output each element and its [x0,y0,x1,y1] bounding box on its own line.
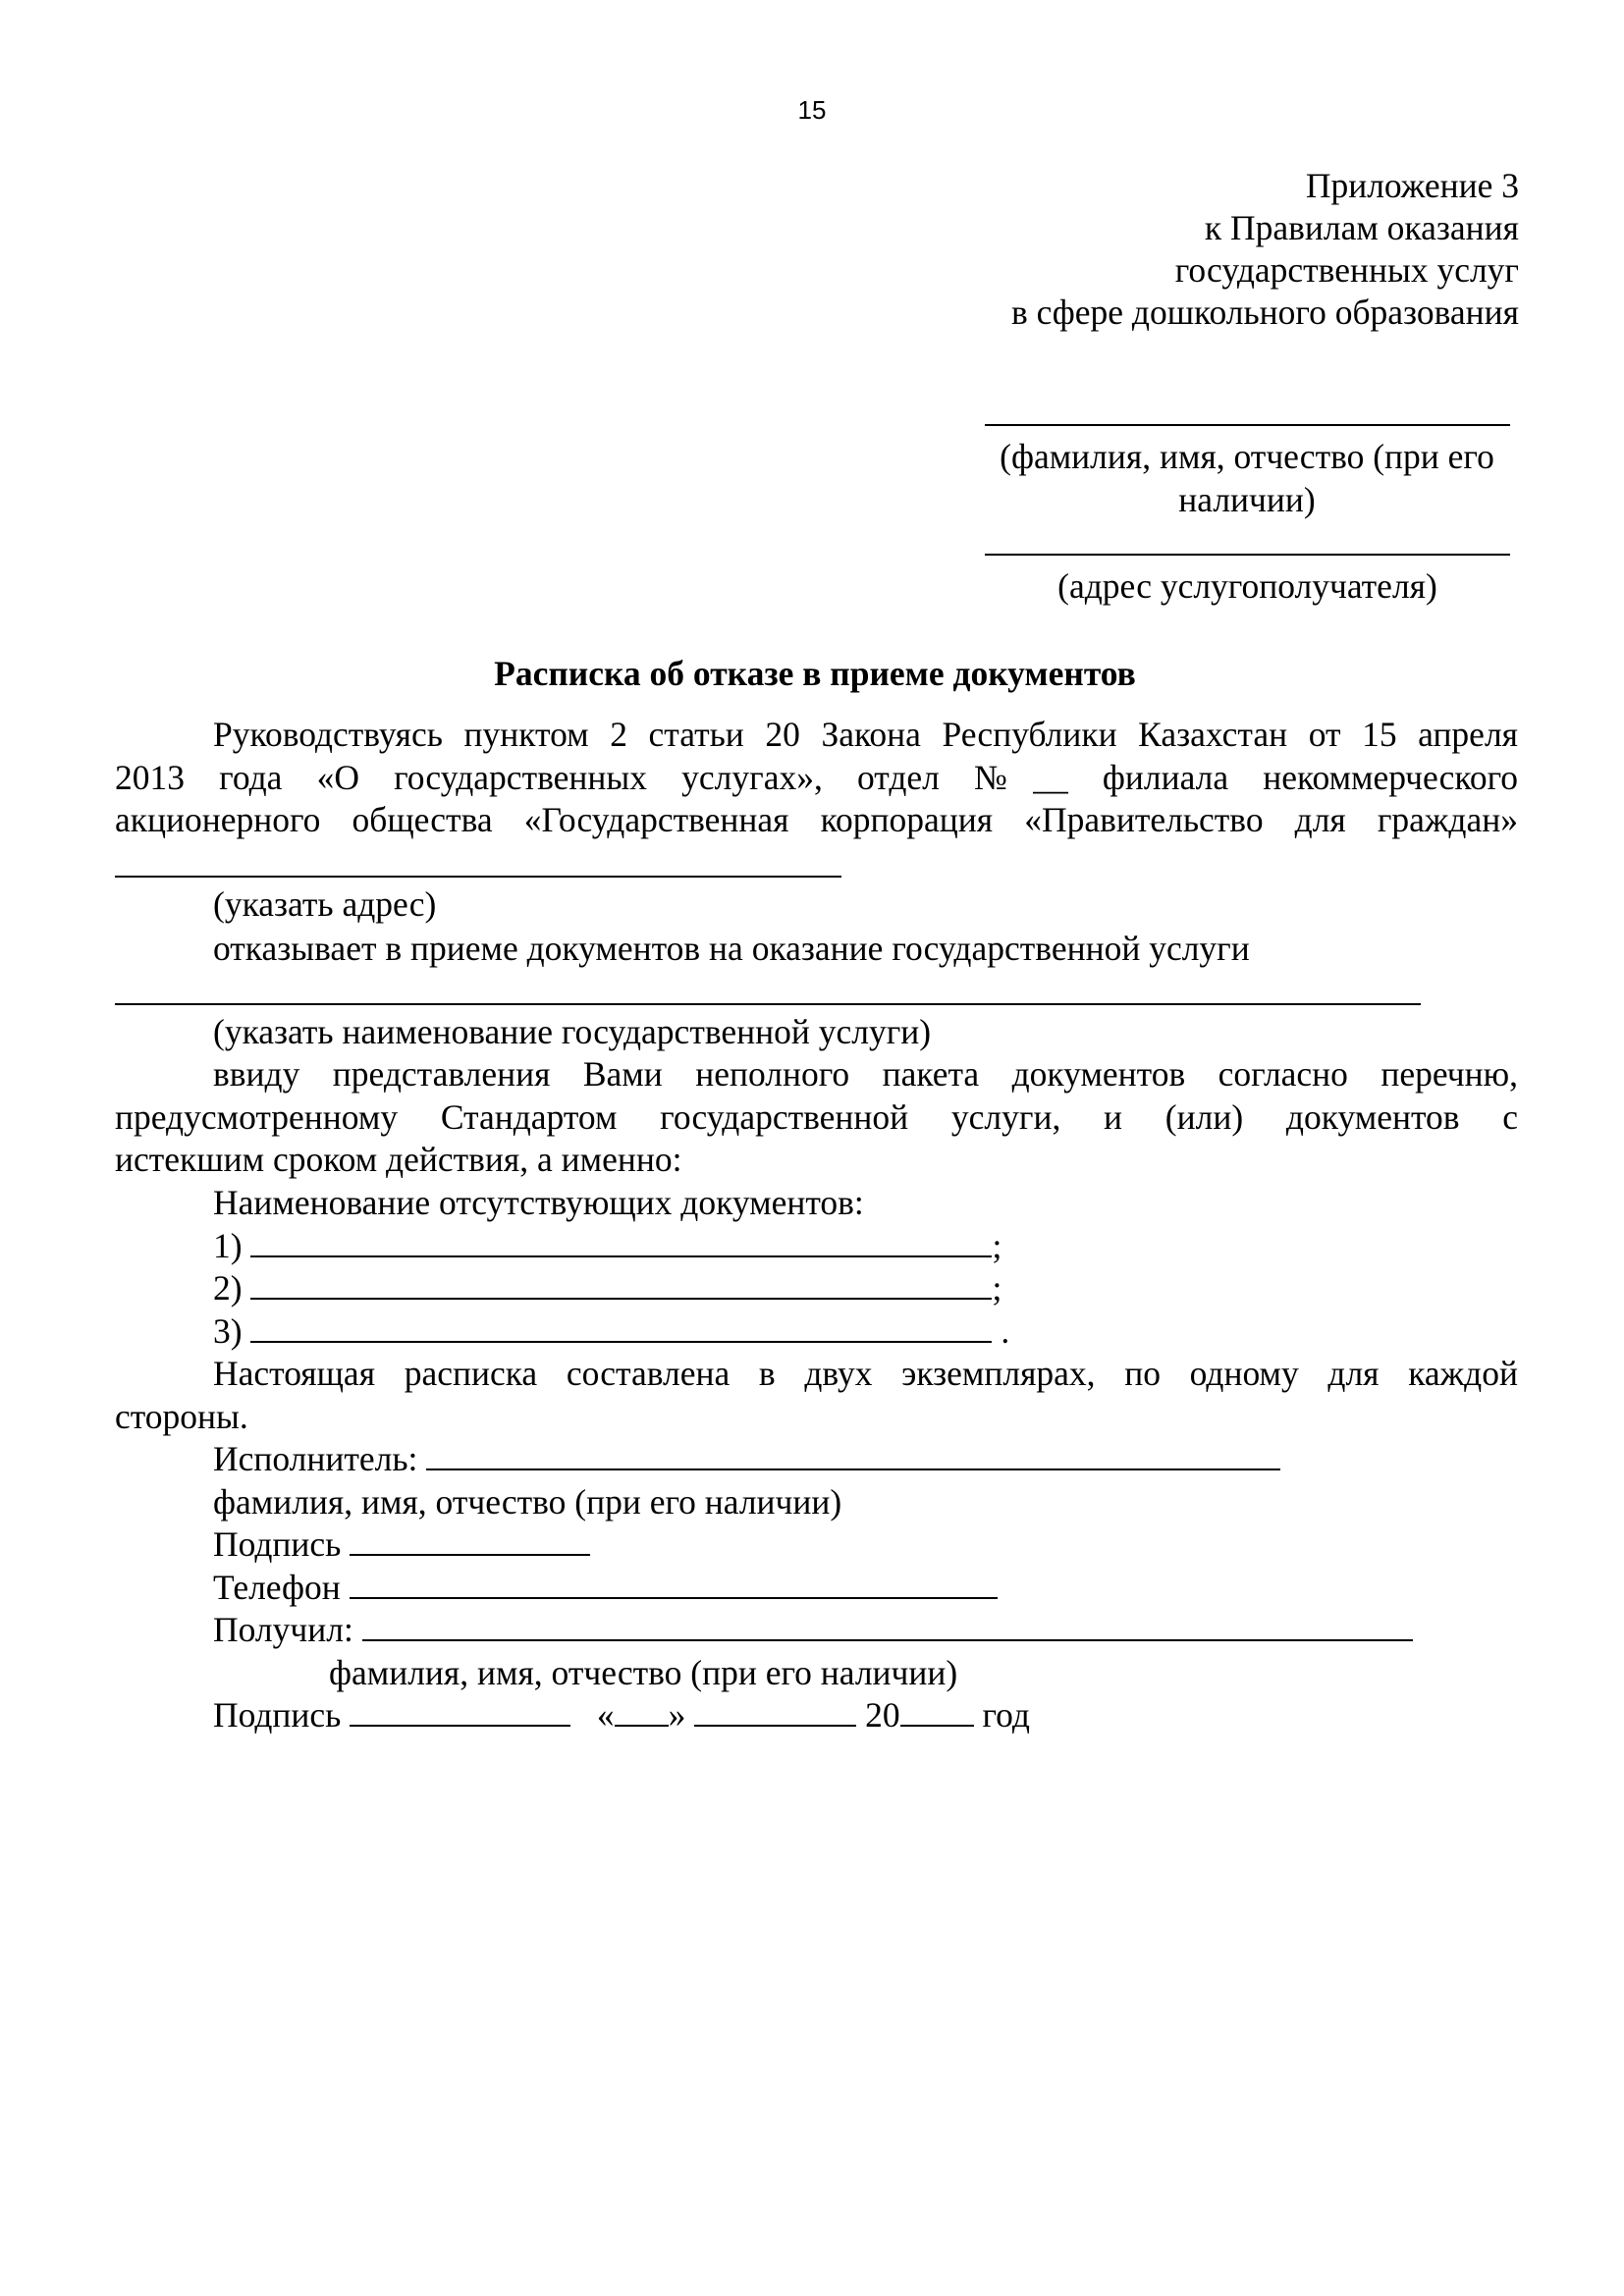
executor-row [213,1438,1518,1480]
body-text: стороны. [115,1397,248,1436]
body-text: истекшим сроком действия, а именно: [115,1140,682,1179]
body-text: Руководствуясь пунктом 2 статьи 20 Закона Республики Казахстан от 15 апреля [213,715,1518,754]
appendix-line: к Правилам оказания [1204,208,1519,247]
item-end: . [1001,1311,1010,1351]
phone-row [213,1567,1518,1609]
item-end: ; [992,1226,1002,1265]
missing-doc-item [213,1310,1518,1353]
recipient-address-field[interactable] [985,554,1510,556]
quote-open: « [596,1695,615,1735]
signature-label: Подпись [213,1524,342,1564]
appendix-line: в сфере дошкольного образования [1010,293,1519,332]
executor-field[interactable] [426,1439,1280,1470]
executor-fio-caption: фамилия, имя, отчество (при его наличии) [213,1482,842,1522]
page-number: 15 [797,95,827,125]
signature-label: Подпись [213,1695,342,1735]
item-number: 3) [213,1311,243,1351]
appendix-header [773,165,1519,334]
signature-row [213,1523,1518,1566]
received-label: Получил: [213,1610,353,1649]
missing-docs-heading: Наименование отсутствующих документов: [213,1183,864,1222]
month-field[interactable] [694,1695,856,1727]
missing-doc-field[interactable] [250,1311,992,1343]
year-prefix: 20 [865,1695,900,1735]
body-text: предусмотренному Стандартом государственной услуги, и (или) документов с [115,1097,1518,1137]
item-number: 2) [213,1268,243,1308]
body-text: акционерного общества «Государственная корпорация «Правительство для граждан» [115,800,1518,839]
signature-field[interactable] [350,1524,590,1556]
missing-doc-item [213,1267,1518,1309]
appendix-line: Приложение 3 [1305,166,1519,205]
body-text: Настоящая расписка составлена в двух экземплярах, по одному для каждой [213,1354,1518,1393]
quote-close: » [668,1695,686,1735]
receiver-fio-caption: фамилия, имя, отчество (при его наличии) [329,1653,958,1692]
body-text: ввиду представления Вами неполного пакета документов согласно перечню, [213,1054,1518,1094]
recipient-name-field[interactable] [985,424,1510,426]
address-hint: (указать адрес) [213,884,437,924]
item-end: ; [992,1268,1002,1308]
item-number: 1) [213,1226,243,1265]
recipient-address-caption: (адрес услугополучателя) [1057,566,1437,606]
year-suffix: год [982,1695,1030,1735]
recipient-name-caption: (фамилия, имя, отчество (при его [1000,437,1494,476]
body-text: отказывает в приеме документов на оказание государственной услуги [213,929,1250,968]
missing-doc-item [213,1225,1518,1267]
missing-doc-field[interactable] [250,1226,992,1257]
day-field[interactable] [615,1695,669,1727]
received-field[interactable] [362,1610,1413,1641]
recipient-name-caption-cont: наличии) [1178,480,1316,519]
received-row [213,1609,1518,1651]
body-text: 2013 года «О государственных услугах», отдел №__ филиала некоммерческого [115,758,1518,797]
document-title: Расписка об отказе в приеме документов [494,654,1136,693]
address-field[interactable] [115,876,841,878]
signature-date-row [213,1694,1518,1736]
year-field[interactable] [900,1695,974,1727]
phone-label: Телефон [213,1568,341,1607]
service-name-field[interactable] [115,1003,1421,1005]
signature-field[interactable] [350,1695,570,1727]
appendix-line: государственных услуг [1174,250,1519,290]
phone-field[interactable] [350,1568,998,1599]
executor-label: Исполнитель: [213,1439,418,1478]
missing-doc-field[interactable] [250,1268,992,1300]
service-hint: (указать наименование государственной услуги) [213,1012,932,1051]
